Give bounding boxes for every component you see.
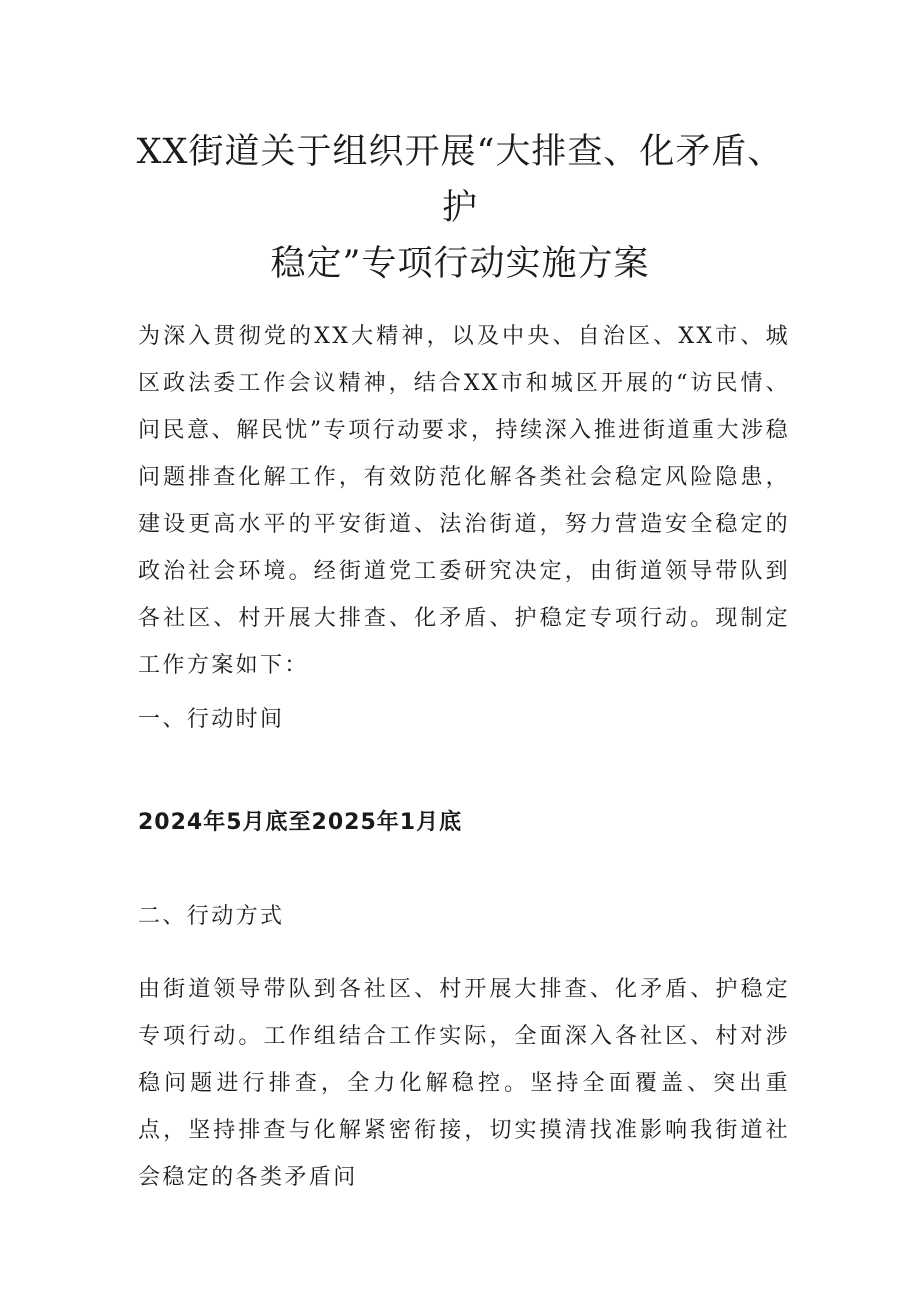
section-1-body: 2024年5月底至2025年1月底 — [138, 810, 463, 835]
section-1-heading: 一、行动时间 — [138, 707, 285, 732]
title-line-1: XX街道关于组织开展“大排查、化矛盾、护 — [136, 132, 784, 228]
document-title — [120, 124, 800, 292]
section-2-body: 由街道领导带队到各社区、村开展大排查、化矛盾、护稳定专项行动。工作组结合工作实际，全面深入各社区、村对涉稳问题进行排查，全力化解稳控。坚持全面覆盖、突出重点，坚持排查与化解紧密衔接，切实摸清找准影响我街道社会稳定的各类矛盾问 — [138, 977, 790, 1190]
intro-paragraph: 为深入贯彻党的XX大精神，以及中央、自治区、XX市、城区政法委工作会议精神，结合XX市和城区开展的“访民情、问民意、解民忧”专项行动要求，持续深入推进街道重大涉稳问题排查化解工作，有效防范化解各类社会稳定风险隐患，建设更高水平的平安街道、法治街道，努力营造安全稳定的政治社会环境。经街道党工委研究决定，由街道领导带队到各社区、村开展大排查、化矛盾、护稳定专项行动。现制定工作方案如下： — [138, 324, 790, 678]
section-2-heading: 二、行动方式 — [138, 904, 285, 929]
title-line-2: 稳定”专项行动实施方案 — [270, 244, 650, 284]
